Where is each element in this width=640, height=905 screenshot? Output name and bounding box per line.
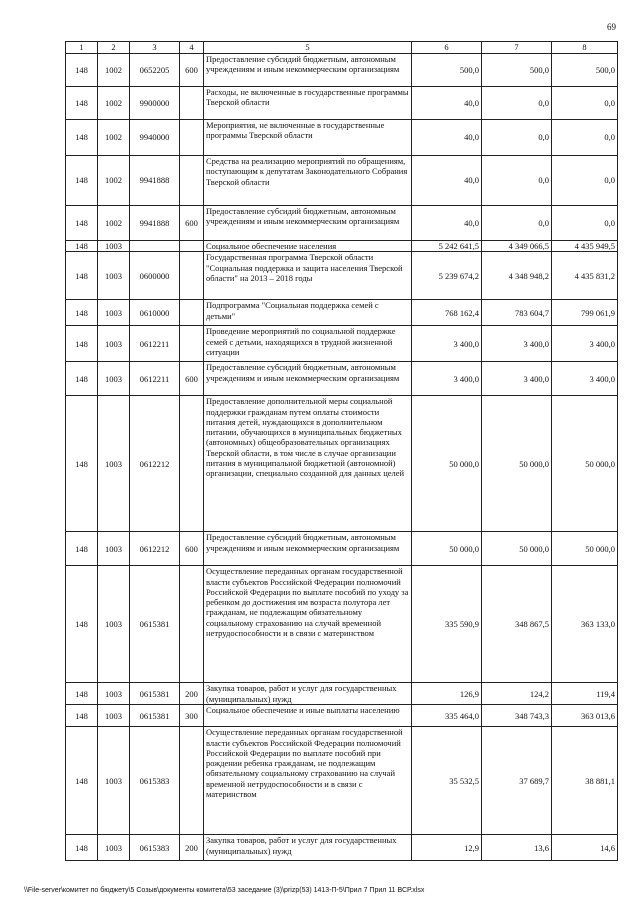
row-section-code: 1003 (98, 300, 130, 326)
row-section-code: 1003 (98, 252, 130, 300)
row-description: Социальное обеспечение и иные выплаты населению (204, 705, 412, 727)
row-amount-year2: 50 000,0 (482, 532, 552, 566)
row-amount-year2: 0,0 (482, 206, 552, 241)
row-amount-year3: 3 400,0 (552, 362, 618, 396)
row-section-code: 1002 (98, 120, 130, 156)
header-col-5: 5 (204, 42, 412, 54)
row-grbs-code: 148 (66, 835, 98, 861)
table-row (66, 532, 618, 566)
row-grbs-code: 148 (66, 566, 98, 683)
row-amount-year2: 348 743,3 (482, 705, 552, 727)
row-amount-year2: 4 349 066,5 (482, 241, 552, 252)
row-description: Расходы, не включенные в государственные программы Тверской области (204, 87, 412, 120)
page-number: 69 (607, 22, 616, 32)
row-grbs-code: 148 (66, 156, 98, 206)
row-amount-year2: 783 604,7 (482, 300, 552, 326)
row-description: Предоставление субсидий бюджетным, автономным учреждениям и иным некоммерческим организациям (204, 362, 412, 396)
row-amount-year3: 0,0 (552, 87, 618, 120)
table-row (66, 835, 618, 861)
row-amount-year3: 0,0 (552, 120, 618, 156)
row-target-code: 0612212 (130, 396, 180, 532)
header-row (66, 42, 618, 54)
table-row (66, 362, 618, 396)
row-expense-type: 200 (180, 683, 204, 705)
row-description: Государственная программа Тверской области "Социальная поддержка и защита населения Тверской области" на 2013 – 2018 годы (204, 252, 412, 300)
row-target-code: 9941888 (130, 206, 180, 241)
row-expense-type: 600 (180, 54, 204, 87)
row-amount-year1: 12,9 (412, 835, 482, 861)
row-amount-year2: 13,6 (482, 835, 552, 861)
row-amount-year1: 335 590,9 (412, 566, 482, 683)
table-row (66, 156, 618, 206)
row-target-code: 0615383 (130, 835, 180, 861)
row-grbs-code: 148 (66, 362, 98, 396)
row-amount-year1: 40,0 (412, 206, 482, 241)
header-col-4: 4 (180, 42, 204, 54)
row-expense-type: 600 (180, 532, 204, 566)
row-amount-year2: 0,0 (482, 120, 552, 156)
budget-table (65, 41, 618, 861)
row-expense-type: 600 (180, 206, 204, 241)
row-target-code: 0615383 (130, 727, 180, 835)
row-target-code: 9940000 (130, 120, 180, 156)
row-amount-year3: 363 013,6 (552, 705, 618, 727)
row-amount-year1: 335 464,0 (412, 705, 482, 727)
row-section-code: 1003 (98, 566, 130, 683)
row-target-code: 0615381 (130, 566, 180, 683)
row-description: Проведение мероприятий по социальной поддержке семей с детьми, находящихся в трудной жизненной ситуации (204, 326, 412, 362)
row-description: Осуществление переданных органам государственной власти субъектов Российской Федерации полномочий Российской Федерации по выплате пособий по уходу за ребенком до достижения им возраста полутора лет гражданам, не подлежащим обязательному социальному страхованию на случай временной нетрудоспособности и в связи с материнством (204, 566, 412, 683)
row-grbs-code: 148 (66, 727, 98, 835)
row-amount-year2: 3 400,0 (482, 326, 552, 362)
row-grbs-code: 148 (66, 396, 98, 532)
row-section-code: 1003 (98, 705, 130, 727)
row-target-code: 0652205 (130, 54, 180, 87)
table-row (66, 206, 618, 241)
row-grbs-code: 148 (66, 705, 98, 727)
row-amount-year2: 124,2 (482, 683, 552, 705)
row-grbs-code: 148 (66, 300, 98, 326)
row-expense-type (180, 326, 204, 362)
row-amount-year3: 799 061,9 (552, 300, 618, 326)
row-target-code (130, 241, 180, 252)
row-amount-year1: 35 532,5 (412, 727, 482, 835)
header-col-7: 7 (482, 42, 552, 54)
row-amount-year1: 40,0 (412, 156, 482, 206)
table-row (66, 683, 618, 705)
header-col-2: 2 (98, 42, 130, 54)
row-amount-year1: 40,0 (412, 120, 482, 156)
row-target-code: 0615381 (130, 683, 180, 705)
row-grbs-code: 148 (66, 87, 98, 120)
row-amount-year1: 5 242 641,5 (412, 241, 482, 252)
row-amount-year3: 0,0 (552, 206, 618, 241)
row-grbs-code: 148 (66, 120, 98, 156)
row-amount-year3: 50 000,0 (552, 396, 618, 532)
row-description: Предоставление дополнительной меры социальной поддержки гражданам путем оплаты стоимости питания детей, нуждающихся в дополнительном питании, обучающихся в муниципальных бюджетных (автономных) общеобразовательных организациях Тверской области, в том числе в случае организации питания в муниципальной бюджетной (автономной) организации, специально созданной для данных целей (204, 396, 412, 532)
row-section-code: 1003 (98, 326, 130, 362)
row-target-code: 0610000 (130, 300, 180, 326)
table-row (66, 300, 618, 326)
row-description: Мероприятия, не включенные в государственные программы Тверской области (204, 120, 412, 156)
row-section-code: 1003 (98, 532, 130, 566)
row-amount-year1: 40,0 (412, 87, 482, 120)
row-target-code: 0612211 (130, 362, 180, 396)
row-target-code: 0615381 (130, 705, 180, 727)
row-amount-year3: 4 435 949,5 (552, 241, 618, 252)
table-row (66, 705, 618, 727)
row-section-code: 1002 (98, 156, 130, 206)
table-row (66, 396, 618, 532)
row-description: Предоставление субсидий бюджетным, автономным учреждениям и иным некоммерческим организациям (204, 206, 412, 241)
row-amount-year2: 0,0 (482, 87, 552, 120)
row-expense-type (180, 156, 204, 206)
row-description: Предоставление субсидий бюджетным, автономным учреждениям и иным некоммерческим организациям (204, 532, 412, 566)
table-row (66, 326, 618, 362)
header-col-3: 3 (130, 42, 180, 54)
row-expense-type (180, 252, 204, 300)
row-section-code: 1002 (98, 206, 130, 241)
header-col-1: 1 (66, 42, 98, 54)
row-amount-year2: 50 000,0 (482, 396, 552, 532)
row-target-code: 9941888 (130, 156, 180, 206)
row-grbs-code: 148 (66, 206, 98, 241)
row-amount-year3: 119,4 (552, 683, 618, 705)
row-section-code: 1003 (98, 727, 130, 835)
row-amount-year2: 500,0 (482, 54, 552, 87)
row-amount-year1: 126,9 (412, 683, 482, 705)
row-amount-year1: 3 400,0 (412, 326, 482, 362)
row-section-code: 1002 (98, 87, 130, 120)
row-grbs-code: 148 (66, 54, 98, 87)
file-path-footer: \\File-server\комитет по бюджету\5 Созыв\документы комитета\53 заседание (3)\prizp(53) 1413-П-5\Прил 7 Прил 11 ВСР.xlsx (24, 887, 425, 894)
row-expense-type (180, 87, 204, 120)
row-section-code: 1003 (98, 241, 130, 252)
row-amount-year3: 0,0 (552, 156, 618, 206)
row-amount-year2: 348 867,5 (482, 566, 552, 683)
table-row (66, 241, 618, 252)
row-description: Осуществление переданных органам государственной власти субъектов Российской Федерации полномочий Российской Федерации по выплате пособий при рождении ребенка гражданам, не подлежащим обязательному социальному страхованию на случай временной нетрудоспособности и в связи с материнством (204, 727, 412, 835)
header-col-6: 6 (412, 42, 482, 54)
row-description: Социальное обеспечение населения (204, 241, 412, 252)
row-description: Закупка товаров, работ и услуг для государственных (муниципальных) нужд (204, 835, 412, 861)
row-amount-year1: 50 000,0 (412, 532, 482, 566)
row-grbs-code: 148 (66, 683, 98, 705)
row-target-code: 0612212 (130, 532, 180, 566)
row-expense-type (180, 396, 204, 532)
row-amount-year1: 50 000,0 (412, 396, 482, 532)
row-amount-year1: 5 239 674,2 (412, 252, 482, 300)
row-grbs-code: 148 (66, 326, 98, 362)
table-row (66, 252, 618, 300)
row-amount-year3: 500,0 (552, 54, 618, 87)
row-expense-type (180, 566, 204, 683)
row-grbs-code: 148 (66, 241, 98, 252)
row-target-code: 0600000 (130, 252, 180, 300)
row-description: Подпрограмма "Социальная поддержка семей с детьми" (204, 300, 412, 326)
row-amount-year1: 3 400,0 (412, 362, 482, 396)
table-row (66, 54, 618, 87)
row-amount-year2: 0,0 (482, 156, 552, 206)
row-section-code: 1003 (98, 362, 130, 396)
row-description: Предоставление субсидий бюджетным, автономным учреждениям и иным некоммерческим организациям (204, 54, 412, 87)
row-target-code: 0612211 (130, 326, 180, 362)
row-amount-year2: 4 348 948,2 (482, 252, 552, 300)
table-row (66, 87, 618, 120)
row-section-code: 1002 (98, 54, 130, 87)
table-row (66, 566, 618, 683)
row-amount-year3: 4 435 831,2 (552, 252, 618, 300)
row-expense-type: 600 (180, 362, 204, 396)
row-amount-year3: 50 000,0 (552, 532, 618, 566)
row-description: Средства на реализацию мероприятий по обращениям, поступающим к депутатам Законодательного Собрания Тверской области (204, 156, 412, 206)
row-amount-year3: 38 881,1 (552, 727, 618, 835)
row-amount-year2: 3 400,0 (482, 362, 552, 396)
header-col-8: 8 (552, 42, 618, 54)
row-amount-year2: 37 689,7 (482, 727, 552, 835)
row-section-code: 1003 (98, 835, 130, 861)
row-expense-type (180, 120, 204, 156)
row-description: Закупка товаров, работ и услуг для государственных (муниципальных) нужд (204, 683, 412, 705)
row-amount-year3: 14,6 (552, 835, 618, 861)
row-section-code: 1003 (98, 683, 130, 705)
row-amount-year3: 3 400,0 (552, 326, 618, 362)
table-row (66, 727, 618, 835)
row-expense-type: 200 (180, 835, 204, 861)
row-target-code: 9900000 (130, 87, 180, 120)
table-row (66, 120, 618, 156)
row-expense-type (180, 241, 204, 252)
row-grbs-code: 148 (66, 252, 98, 300)
row-expense-type (180, 727, 204, 835)
row-grbs-code: 148 (66, 532, 98, 566)
row-amount-year3: 363 133,0 (552, 566, 618, 683)
row-amount-year1: 500,0 (412, 54, 482, 87)
row-expense-type: 300 (180, 705, 204, 727)
row-amount-year1: 768 162,4 (412, 300, 482, 326)
row-expense-type (180, 300, 204, 326)
row-section-code: 1003 (98, 396, 130, 532)
